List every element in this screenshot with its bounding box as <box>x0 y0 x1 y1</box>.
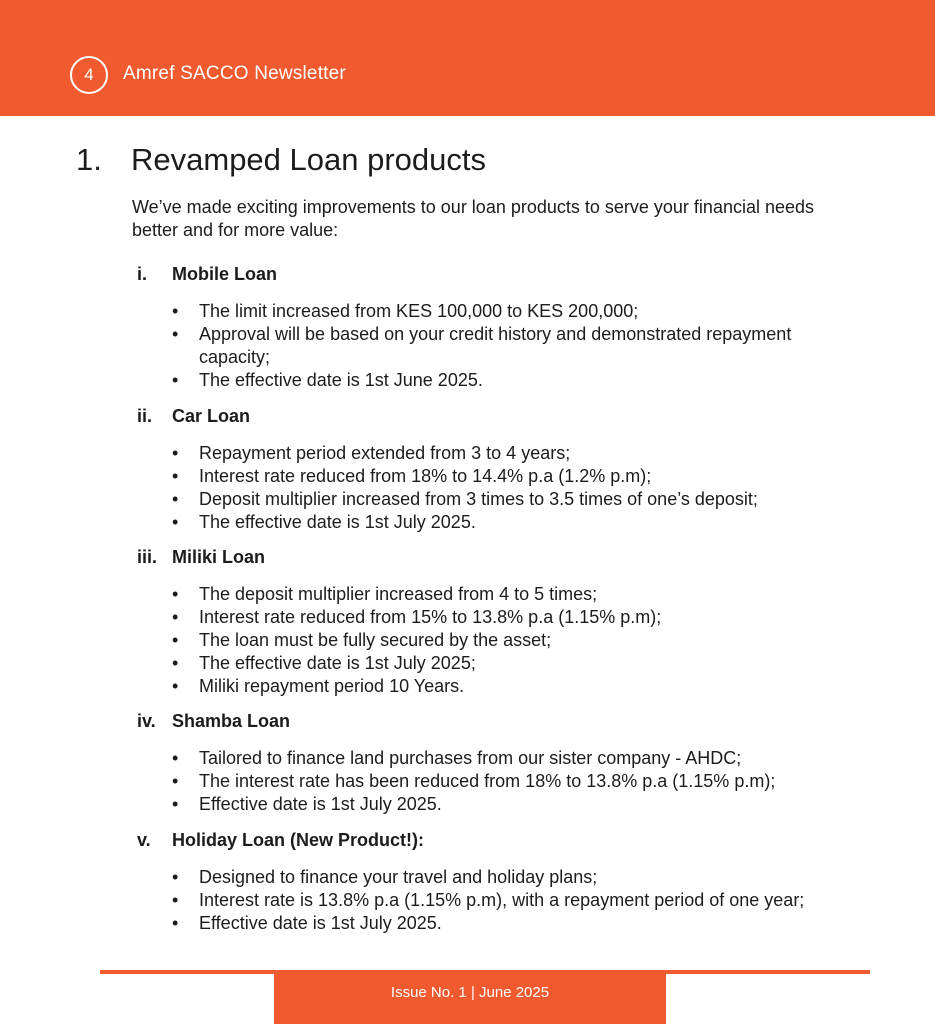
section-number: 1. <box>76 142 102 177</box>
loan-roman-numeral: i. <box>137 264 148 284</box>
list-item: • Interest rate is 13.8% p.a (1.15% p.m), with a repayment period of one year; <box>172 890 805 910</box>
list-item: • Effective date is 1st July 2025. <box>172 794 442 814</box>
section-intro: We’ve made exciting improvements to our loan products to serve your financial needs better and for more value: <box>132 197 815 240</box>
loan-title <box>137 547 265 568</box>
bullet-icon: • <box>172 443 179 463</box>
bullet-icon: • <box>172 607 179 627</box>
loan-roman-numeral: v. <box>137 830 151 850</box>
bullet-icon: • <box>172 512 179 532</box>
loan-roman-numeral: ii. <box>137 406 153 426</box>
bullet-icon: • <box>172 370 179 390</box>
list-item: • The interest rate has been reduced from 18% to 13.8% p.a (1.15% p.m); <box>172 771 776 791</box>
list-item: • Miliki repayment period 10 Years. <box>172 676 465 696</box>
bullet-icon: • <box>172 867 179 887</box>
loan-title-text: Shamba Loan <box>172 711 291 731</box>
list-item: • The deposit multiplier increased from 4 to 5 times; <box>172 584 598 604</box>
loan-title <box>137 406 250 427</box>
list-item: • The loan must be fully secured by the asset; <box>172 630 552 650</box>
loan-bullets <box>172 583 862 698</box>
bullet-icon: • <box>172 301 179 321</box>
bullet-icon: • <box>172 584 179 604</box>
issue-label: Issue No. 1 | June 2025 <box>390 984 550 1001</box>
list-item: • Approval will be based on your credit history and demonstrated repayment capacity; <box>172 324 792 367</box>
list-item: • The effective date is 1st June 2025. <box>172 370 483 390</box>
bullet-icon: • <box>172 466 179 486</box>
loan-title-text: Miliki Loan <box>172 547 266 567</box>
loan-bullets <box>172 442 862 534</box>
list-item: • Designed to finance your travel and holiday plans; <box>172 867 598 887</box>
loan-bullets <box>172 866 862 935</box>
section-heading <box>76 142 486 178</box>
newsletter-header <box>0 0 935 116</box>
list-item: • Interest rate reduced from 18% to 14.4% p.a (1.2% p.m); <box>172 466 652 486</box>
loan-title <box>137 830 424 851</box>
page-number-badge: 4 <box>70 56 108 94</box>
list-item: • The limit increased from KES 100,000 to KES 200,000; <box>172 301 639 321</box>
list-item: • The effective date is 1st July 2025; <box>172 653 476 673</box>
bullet-icon: • <box>172 489 179 509</box>
loan-title <box>137 264 277 285</box>
footer-tab <box>274 974 666 1024</box>
bullet-icon: • <box>172 653 179 673</box>
loan-title <box>137 711 290 732</box>
loan-bullets <box>172 747 862 816</box>
list-item: • Interest rate reduced from 15% to 13.8% p.a (1.15% p.m); <box>172 607 662 627</box>
newsletter-title: Amref SACCO Newsletter <box>123 63 346 84</box>
loan-roman-numeral: iv. <box>137 711 156 731</box>
bullet-icon: • <box>172 794 179 814</box>
list-item: • Deposit multiplier increased from 3 times to 3.5 times of one’s deposit; <box>172 489 758 509</box>
loan-title-text: Car Loan <box>172 406 251 426</box>
list-item: • Repayment period extended from 3 to 4 years; <box>172 443 571 463</box>
list-item: • The effective date is 1st July 2025. <box>172 512 476 532</box>
bullet-icon: • <box>172 324 179 344</box>
bullet-icon: • <box>172 748 179 768</box>
loan-title-text: Holiday Loan (New Product!): <box>172 830 424 850</box>
bullet-icon: • <box>172 890 179 910</box>
loan-roman-numeral: iii. <box>137 547 158 567</box>
list-item: • Tailored to finance land purchases from our sister company - AHDC; <box>172 748 742 768</box>
loan-bullets <box>172 300 862 392</box>
bullet-icon: • <box>172 630 179 650</box>
loan-title-text: Mobile Loan <box>172 264 277 284</box>
list-item: • Effective date is 1st July 2025. <box>172 913 442 933</box>
bullet-icon: • <box>172 913 179 933</box>
bullet-icon: • <box>172 771 179 791</box>
bullet-icon: • <box>172 676 179 696</box>
section-title: Revamped Loan products <box>131 142 487 177</box>
